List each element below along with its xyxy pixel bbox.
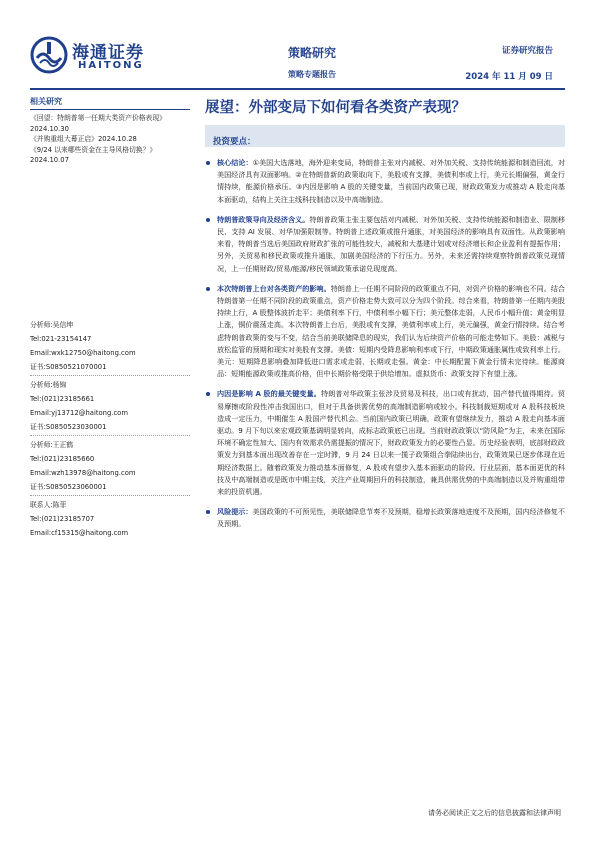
bullet-icon — [206, 392, 210, 396]
paragraph-asset-impact — [205, 283, 565, 381]
analyst-name: 分析师:吴信坤 — [30, 321, 74, 329]
report-body — [205, 96, 565, 539]
bullet-icon — [206, 161, 210, 165]
paragraph-text: 特朗普对华政策主张涉及贸易及科技，出口或有扰动，国产替代值得期待。贸易摩擦或阶段性冲击我国出口，但对于具备供需优势的高端制造影响或较小。科技制裁短期或对 A 股科技板块造成一定压力，中期催生 A 股国产替代机会。当前国内政策已明确，政策有望继续发力，推动 A 股走向基本面驱动。9 月下旬以来宏观政策基调明显转向，成标志政策底已出现。当前财政政策以“防风险”为主，未来在国际环境不确定性加大、国内有效需求仍需提振的情况下，财政政策发力的必要性凸显。历史经验表明，底部财政政策发力到基本面出现改善存在一定时滞，9 月 24 日以来一揽子政策组合拳陆续出台，政策效果已逐步体现在近期经济数据上。随着政策发力推动基本面修复，A 股或有望步入基本面驱动的阶段。行业层面，基本面更优的科技及中高端制造或是既市中期主线，关注产业周期回升的科技制造，兼具供需优势的中高端制造以及并购重组带来的投资机遇。 — [217, 389, 565, 497]
analyst-tel: Tel:021-23154147 — [30, 335, 92, 343]
paragraph-lead: 特朗普政策导向及经济含义。 — [217, 214, 310, 224]
bullet-icon — [206, 510, 210, 514]
analyst-cert: 证书:S0850523060001 — [30, 483, 107, 491]
paragraph-trump-policy — [205, 214, 565, 275]
related-heading: 相关研究 — [30, 96, 190, 110]
header-divider — [30, 88, 565, 90]
report-date: 2024 年 11 月 09 日 — [465, 72, 553, 82]
paragraph-text: 美国政策的不可预见性，美联储降息节奏不及预期，稳增长政策落地进度不及预期，国内经济修复不及预期。 — [217, 507, 566, 529]
analyst-card — [30, 318, 190, 376]
analyst-cert: 证书:S0850521070001 — [30, 363, 107, 371]
related-item[interactable]: 《并购重组大幕正启》2024.10.28 — [30, 135, 137, 143]
paragraph-core-conclusion — [205, 157, 565, 206]
paragraph-lead: 内因是影响 A 股的最关键变量。 — [217, 389, 321, 399]
company-logo — [30, 36, 180, 78]
contact-card — [30, 498, 190, 541]
haitong-logo-icon — [30, 36, 68, 74]
contact-email[interactable]: Email:cf15315@haitong.com — [30, 529, 129, 537]
analyst-card — [30, 378, 190, 436]
related-research — [30, 96, 190, 166]
paragraph-text: ①美国大选落地，海外迎来变局，特朗普主张对内减税、对外加关税、支持传统能源和制造回流，对美国经济具有双面影响。②在特朗普新的政策取向下，美股或有支撑，美债利率或上行，美元长期偏强，黄金行情持续，能源价格承压。③内因是影响 A 股的关键变量，当前国内政策已现，财政政策发力或推动 A 股走向基本面驱动，结构上关注主线科技制造以及中高端制造。 — [217, 158, 566, 204]
analyst-tel: Tel:(021)23185660 — [30, 455, 95, 463]
contact-name: 联系人:陈菲 — [30, 501, 67, 509]
analyst-cert: 证书:S0850523030001 — [30, 423, 107, 431]
investment-points-bar — [205, 125, 565, 147]
related-item[interactable]: 《9/24 以来哪些资金在主导风格切换？》2024.10.07 — [30, 145, 157, 164]
investment-points-label: 投资要点： — [213, 137, 256, 147]
analyst-list — [30, 318, 190, 543]
logo-english-name: HAITONG — [78, 60, 144, 71]
paragraph-domestic-factors — [205, 388, 565, 498]
paragraph-lead: 本次特朗普上台对各类资产的影响。 — [217, 283, 331, 293]
analyst-name: 分析师:王正鹤 — [30, 441, 74, 449]
paragraph-lead: 风险提示： — [217, 507, 253, 517]
disclaimer-footer: 请务必阅读正文之后的信息披露和法律声明 — [428, 809, 561, 817]
report-title: 展望：外部变局下如何看各类资产表现？ — [205, 100, 466, 116]
logo-chinese-name: 海通证券 — [72, 43, 144, 63]
related-item[interactable]: 《回望：特朗普第一任期大类资产价格表现》2024.10.30 — [30, 114, 166, 133]
header-subcategory: 策略专题报告 — [288, 70, 336, 79]
analyst-card — [30, 438, 190, 496]
paragraph-text: 特朗普政策主张主要包括对内减税、对外加关税、支持传统能源和制造业、限制移民、支持 AI 发展、对华加强限制等。特朗普上述政策或推升通胀，对美国经济的影响具有双面性。从政策影响来看，特朗普当选后美国政府财政扩张的可能性较大，减税和大基建计划或对经济增长和企业盈利有提振作用；另外，关贸易和移民政策或推升通胀，加剧美国经济的下行压力。另外，未来还需持续观察特朗普政策兑现情况，上一任期财政/贸易/能源/移民领域政策承诺兑现度高。 — [217, 214, 565, 273]
analyst-email[interactable]: Email:wxk12750@haitong.com — [30, 349, 136, 357]
analyst-email[interactable]: Email:yj13712@haitong.com — [30, 409, 128, 417]
analyst-tel: Tel:(021)23185661 — [30, 395, 95, 403]
bullet-icon — [206, 218, 210, 222]
contact-tel: Tel:(021)23185707 — [30, 515, 95, 523]
report-header — [0, 0, 595, 92]
header-category: 策略研究 — [287, 46, 336, 60]
paragraph-risk-warning — [205, 506, 565, 530]
analyst-name: 分析师:杨锦 — [30, 381, 67, 389]
paragraph-lead: 核心结论： — [217, 158, 253, 167]
bullet-icon — [206, 287, 210, 291]
analyst-email[interactable]: Email:wzh13978@haitong.com — [30, 469, 136, 477]
paragraph-text: 特朗普上一任期不同阶段的政策重点不同，对资产价格的影响也不同。结合特朗普第一任期不同阶段的政策重点，资产价格走势大致可以分为四个阶段。综合来看，特朗普第一任期内美股持续上行，A 股整体波折走平；美债利率下行，中债利率小幅下行；美元整体走弱，人民币小幅升值；黄金明显上涨，铜价震荡走高。本次特朗普上台后，美股或有支撑，美债利率或上行，美元偏强，黄金行情持续。结合考虑特朗普政策的变与不变，结合当前美联储降息的现实，我们认为后续资产价格的可能走势如下。美股：减税与放松监管的预期和现实对美股有支撑。美债：短期内受降息影响利率或下行，中期政策通胀属性或致利率上行。美元：短期降息影响叠加降低进口需求或走弱，长期或走强。黄金：中长期配置下黄金行情未完待续。能源商品：短期能源政策或推高价格，但中长期价格受限于供给增加。虚拟货币：政策支持下有望上涨。 — [217, 283, 566, 379]
report-type: 证券研究报告 — [501, 46, 553, 56]
